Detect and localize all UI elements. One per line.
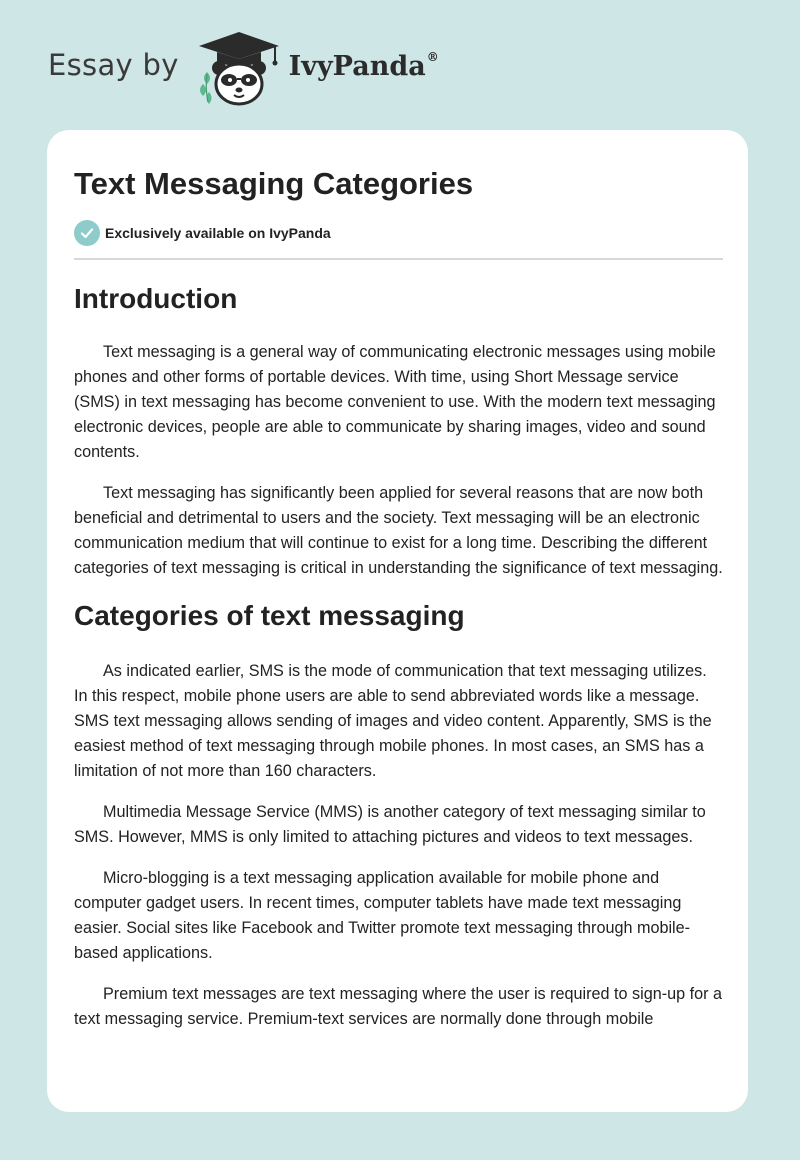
paragraph: Text messaging is a general way of communicating electronic messages using mobile phones and other forms of portable devices. With time, using Short Message service (SMS) in text messaging has become convenient to use. With the modern text messaging electronic devices, people are able to communicate by sharing images, video and sound contents.	[74, 343, 716, 461]
essay-by-label: Essay by	[48, 48, 179, 82]
paragraph: Multimedia Message Service (MMS) is another category of text messaging similar to SMS. However, MMS is only limited to attaching pictures and videos to text messages.	[74, 803, 706, 846]
exclusive-label: Exclusively available on IvyPanda	[105, 225, 331, 241]
paragraph: As indicated earlier, SMS is the mode of communication that text messaging utilizes. In this respect, mobile phone users are able to send abbreviated words like a message. SMS text messaging allows sending of images and video content. Apparently, SMS is the easiest method of text messaging through mobile phones. In most cases, an SMS has a limitation of not more than 160 characters.	[74, 662, 712, 780]
brand-name[interactable]: IvyPanda®	[288, 50, 439, 82]
section-heading-categories: Categories of text messaging	[74, 600, 465, 631]
divider	[74, 258, 723, 260]
checkmark-icon	[74, 220, 100, 246]
section-heading-introduction: Introduction	[74, 283, 238, 314]
site-header	[48, 30, 439, 110]
essay-card	[47, 130, 748, 1112]
paragraph: Text messaging has significantly been applied for several reasons that are now both beneficial and detrimental to users and the society. Text messaging will be an electronic communication medium that will continue to exist for a long time. Describing the different categories of text messaging is critical in understanding the significance of text messaging.	[74, 484, 723, 577]
page-title: Text Messaging Categories	[74, 166, 474, 201]
paragraph: Micro-blogging is a text messaging application available for mobile phone and computer gadget users. In recent times, computer tablets have made text messaging easier. Social sites like Facebook and Twitter promote text messaging through mobile-based applications.	[74, 869, 691, 962]
registered-mark: ®	[426, 50, 439, 64]
panda-logo-icon[interactable]	[191, 28, 287, 108]
exclusive-badge	[74, 220, 721, 246]
paragraph: Premium text messages are text messaging where the user is required to sign-up for a text messaging service. Premium-text services are normally done through mobile	[74, 985, 723, 1028]
